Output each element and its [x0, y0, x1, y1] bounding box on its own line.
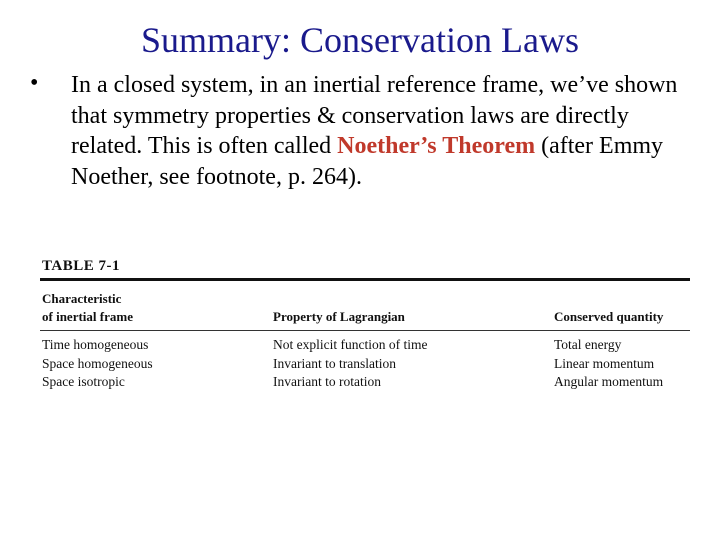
bullet-marker: • [30, 70, 39, 96]
table-top-rule [40, 278, 690, 281]
column-conserved [554, 336, 663, 392]
header-characteristic-line2: of inertial frame [42, 309, 133, 324]
bullet-text-start: In a closed system, in an inertial reference frame, we’ve shown that symmetry properties & conservation laws are directly related. This is often called [71, 72, 678, 159]
table-cell: Linear momentum [554, 355, 655, 371]
table-cell: Space homogeneous [42, 355, 153, 371]
table-cell: Invariant to translation [273, 355, 396, 371]
table-cell: Not explicit function of time [273, 337, 428, 352]
header-characteristic [42, 290, 242, 326]
table-cell: Space isotropic [42, 374, 125, 389]
table-cell: Angular momentum [554, 374, 664, 389]
bullet-text-end: (after Emmy Noether, see footnote, p. 264). [71, 133, 664, 190]
column-property [273, 336, 427, 392]
table-caption: TABLE 7-1 [42, 258, 120, 274]
header-conserved: Conserved quantity [554, 309, 664, 324]
header-characteristic-line1: Characteristic [42, 291, 122, 306]
header-property: Property of Lagrangian [273, 309, 405, 324]
table-header-rule [40, 330, 690, 331]
table-cell: Invariant to rotation [273, 374, 381, 389]
noether-theorem-highlight: Noether’s Theorem [337, 133, 536, 159]
table-cell: Total energy [554, 337, 622, 352]
table-cell: Time homogeneous [42, 337, 149, 352]
bullet-text [71, 70, 701, 192]
slide-title: Summary: Conservation Laws [141, 20, 579, 60]
column-characteristic [42, 336, 153, 392]
